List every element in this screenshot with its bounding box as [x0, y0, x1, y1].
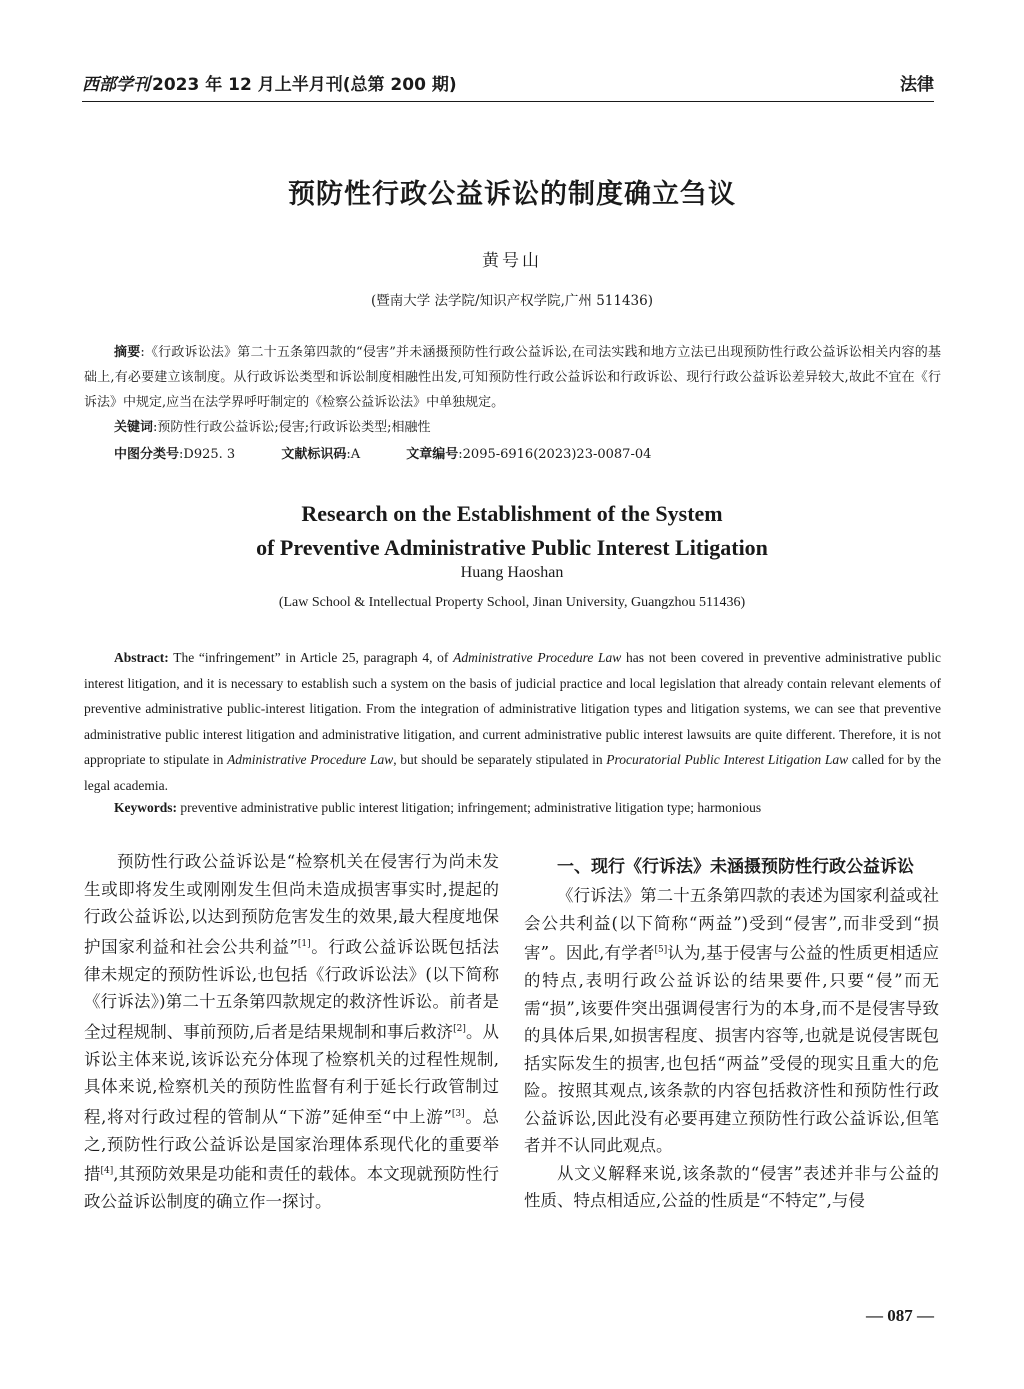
affiliation-cn: (暨南大学 法学院/知识产权学院,广州 511436)	[371, 293, 653, 309]
abstract-en-text-1: The “infringement” in Article 25, paragraph 4, of	[168, 650, 454, 665]
journal-logo: 西部学刊	[82, 75, 150, 95]
abstract-en	[84, 645, 941, 798]
citation-ref: [3]	[451, 1108, 465, 1119]
body-text: 。行政公益诉讼既包括法律未规定的预防性诉讼,也包括《行政诉讼法》(以下简称《行诉法》)第二十五条第四款规定的救济性诉讼。前者是全过程规制、事前预防,后者是结果规制和事后救济	[84, 937, 500, 1041]
abstract-en-italic-1: Administrative Procedure Law	[453, 650, 622, 665]
title-en	[0, 497, 1024, 565]
citation-ref: [4]	[100, 1166, 114, 1176]
body-text: 认为,基于侵害与公益的性质更相适应的特点,表明行政公益诉讼的结果要件,只要“侵”而无需“损”,该要件突出强调侵害行为的本身,而不是侵害导致的具体后果,如损害程度、损害内容等,也就是说侵害既包括实际发生的损害,也包括“两益”受侵的现实且重大的危险。按照其观点,该条款的内容包括救济性和预防性行政公益诉讼,因此没有必要再建立预防性行政公益诉讼,但笔者并不认同此观点。	[524, 943, 939, 1155]
doc-label: 文献标识码	[281, 447, 347, 462]
abstract-en-text-4: called for by the legal academia.	[84, 752, 941, 793]
abstract-en-label: Abstract:	[114, 650, 169, 665]
keywords-cn-text: :预防性行政公益诉讼;侵害;行政诉讼类型;相融性	[153, 420, 431, 435]
keywords-en	[114, 800, 761, 816]
body-column-left	[84, 848, 499, 1216]
classification-row	[114, 443, 693, 462]
doc-value: :A	[346, 447, 361, 462]
citation-ref: [2]	[453, 1023, 466, 1034]
section-label: 法律	[900, 75, 934, 95]
title-en-line2: of Preventive Administrative Public Interest Litigation	[256, 535, 768, 560]
body-text: 。从诉讼主体来说,该诉讼充分体现了检察机关的过程性规制,具体来说,检察机关的预防性监督有利于延长行政管制过程,将对行政过程的管制从“下游”延伸至“中上游”	[84, 1022, 500, 1126]
citation-ref: [5]	[654, 945, 668, 955]
keywords-en-label: Keywords:	[114, 800, 177, 815]
body-text: ,其预防效果是功能和责任的载体。本文现就预防性行政公益诉讼制度的确立作一探讨。	[84, 1164, 500, 1211]
author-en: Huang Haoshan	[460, 564, 564, 581]
citation-ref: [1]	[297, 938, 311, 949]
running-header	[82, 70, 934, 98]
title-en-line1: Research on the Establishment of the System	[301, 501, 723, 526]
abstract-en-italic-3: Procuratorial Public Interest Litigation Law	[606, 752, 849, 767]
clc-number	[114, 447, 235, 462]
abstract-en-text-3: , but should be separately stipulated in	[393, 752, 607, 767]
body-text: 《行诉法》第二十五条第四款的表述为国家利益或社会公共利益(以下简称“两益”)受到“侵害”,而非受到“损害”。因此,有学者	[524, 886, 939, 963]
abstract-cn-text: :《行政诉讼法》第二十五条第四款的“侵害”并未涵摄预防性行政公益诉讼,在司法实践和地方立法已出现预防性行政公益诉讼相关内容的基础上,有必要建立该制度。从行政诉讼类型和诉讼制度相融性出发,可知预防性行政公益诉讼和行政诉讼、现行行政公益诉讼差异较大,故此不宜在《行诉法》中规定,应当在法学界呼吁制定的《检察公益诉讼法》中单独规定。	[84, 345, 941, 410]
author-cn: 黄号山	[482, 251, 542, 271]
header-rule	[82, 101, 934, 102]
abstract-cn-label: 摘要	[114, 345, 141, 360]
keywords-cn-label: 关键词	[114, 420, 154, 435]
body-text: 预防性行政公益诉讼是“检察机关在侵害行为尚未发生或即将发生或刚刚发生但尚未造成损害事实时,提起的行政公益诉讼,以达到预防危害发生的效果,最大程度地保护国家利益和社会公共利益”	[84, 852, 499, 956]
abstract-cn	[84, 340, 941, 415]
abstract-en-text-2: has not been covered in preventive administrative public interest litigation, and it is necessary to establish such a system on the basis of judicial practice and local legislation that already contain relevant elements of preventive administrative public-interest litigation. From the integration of administrative litigation types and litigation systems, we can see that preventive administrative public interest litigation and administrative litigation, and current administrative public interest lawsuits are quite different. Therefore, it is not appropriate to stipulate in	[84, 650, 942, 767]
affiliation-en: (Law School & Intellectual Property School, Jinan University, Guangzhou 511436)	[278, 595, 746, 610]
journal-issue	[82, 70, 457, 95]
body-paragraph: 从文义解释来说,该条款的“侵害”表述并非与公益的性质、特点相适应,公益的性质是“不特定”,与侵	[524, 1163, 939, 1210]
journal-issue-text: 2023 年 12 月上半月刊(总第 200 期)	[152, 75, 457, 95]
keywords-cn	[114, 416, 431, 435]
article-label: 文章编号	[406, 447, 459, 462]
body-paragraph	[84, 848, 499, 1216]
article-number	[406, 447, 651, 462]
clc-label: 中图分类号	[114, 447, 180, 462]
keywords-en-text: preventive administrative public interest litigation; infringement; administrative litigation type; harmonious	[177, 800, 762, 815]
title-cn: 预防性行政公益诉讼的制度确立刍议	[288, 179, 736, 210]
page-number: — 087 —	[866, 1306, 934, 1325]
article-value: :2095-6916(2023)23-0087-04	[458, 447, 652, 462]
clc-value: :D925. 3	[179, 447, 236, 462]
doc-code	[281, 447, 360, 462]
body-column-right	[524, 848, 939, 1215]
body-paragraph	[524, 882, 939, 1160]
body-text: 。总之,预防性行政公益诉讼是国家治理体系现代化的重要举措	[84, 1107, 499, 1184]
section-heading: 一、现行《行诉法》未涵摄预防性行政公益诉讼	[557, 857, 914, 877]
abstract-en-italic-2: Administrative Procedure Law	[227, 752, 394, 767]
